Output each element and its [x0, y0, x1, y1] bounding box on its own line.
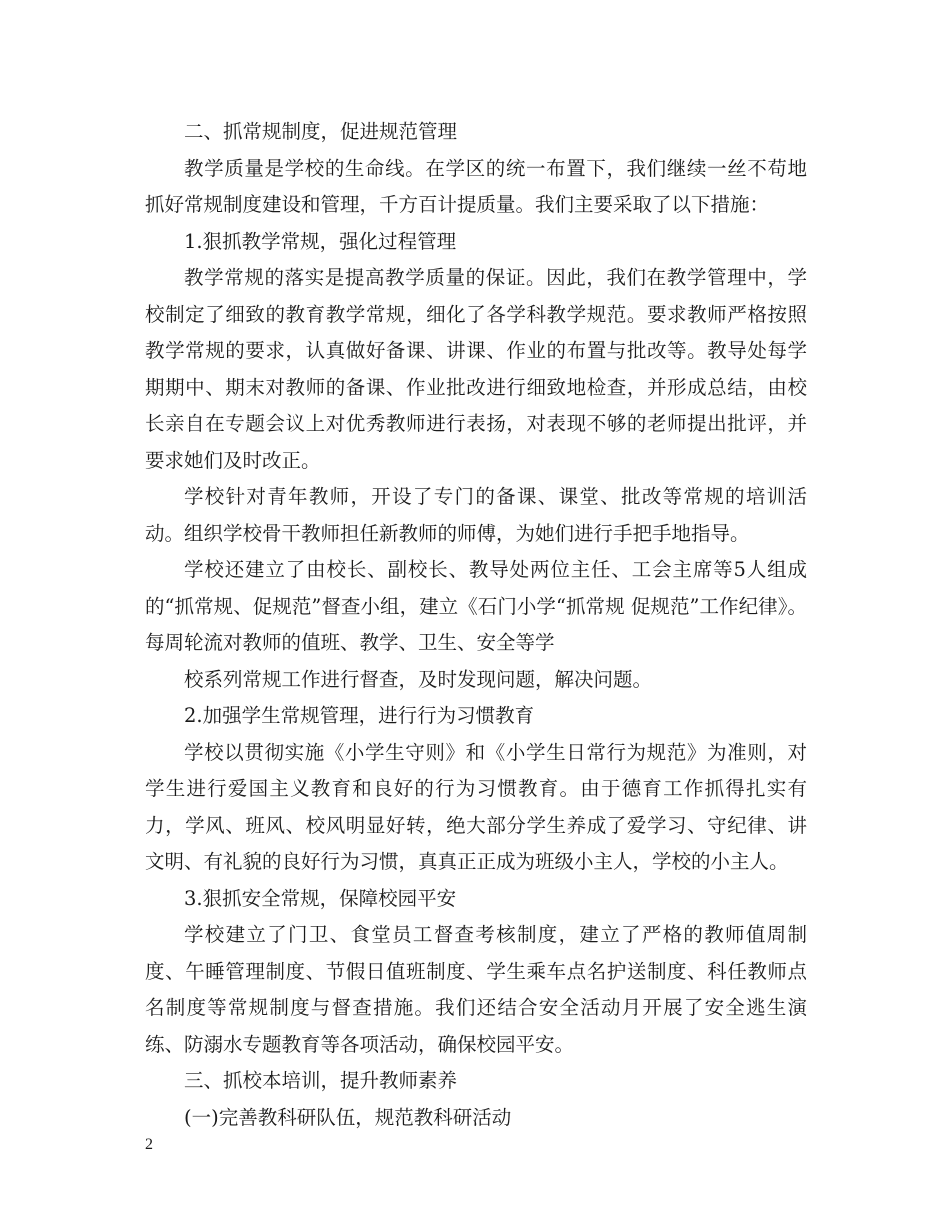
subsection-heading-3: 3.狠抓安全常规，保障校园平安	[184, 886, 457, 910]
paragraph: 学校建立了门卫、食堂员工督查考核制度，建立了严格的教师值周制度、午睡管理制度、节假日值班制度、学生乘车点名护送制度、科任教师点名制度等常规制度与督查措施。我们还结合安全活动月开展了安全逃生演练、防溺水专题教育等各项活动，确保校园平安。	[145, 923, 807, 1056]
page-number: 2	[145, 1136, 153, 1153]
paragraph: 教学常规的落实是提高教学质量的保证。因此，我们在教学管理中，学校制定了细致的教育教学常规，细化了各学科教学规范。要求教师严格按照教学常规的要求，认真做好备课、讲课、作业的布置与批改等。教导处每学期期中、期末对教师的备课、作业批改进行细致地检查，并形成总结，由校长亲自在专题会议上对优秀教师进行表扬，对表现不够的老师提出批评，并要求她们及时改正。	[145, 266, 807, 472]
paragraph: 学校以贯彻实施《小学生守则》和《小学生日常行为规范》为准则，对学生进行爱国主义教育和良好的行为习惯教育。由于德育工作抓得扎实有力，学风、班风、校风明显好转，绝大部分学生养成了爱学习、守纪律、讲文明、有礼貌的良好行为习惯，真真正正成为班级小主人，学校的小主人。	[145, 740, 807, 873]
subsection-heading-1: 1.狠抓教学常规，强化过程管理	[184, 229, 457, 253]
subsection-heading-3-1: (一)完善教科研队伍，规范教科研活动	[184, 1105, 512, 1129]
paragraph: 学校还建立了由校长、副校长、教导处两位主任、工会主席等5人组成的“抓常规、促规范”督查小组，建立《石门小学“抓常规 促规范”工作纪律》。每周轮流对教师的值班、教学、卫生、安全等学	[145, 558, 807, 654]
document-body	[145, 114, 807, 1136]
paragraph: 学校针对青年教师，开设了专门的备课、课堂、批改等常规的培训活动。组织学校骨干教师担任新教师的师傅，为她们进行手把手地指导。	[145, 485, 807, 545]
section-heading-3: 三、抓校本培训，提升教师素养	[184, 1069, 458, 1092]
subsection-heading-2: 2.加强学生常规管理，进行行为习惯教育	[184, 704, 535, 727]
section-heading-2: 二、抓常规制度，促进规范管理	[184, 120, 458, 143]
paragraph: 校系列常规工作进行督查，及时发现问题，解决问题。	[184, 667, 653, 691]
paragraph: 教学质量是学校的生命线。在学区的统一布置下，我们继续一丝不苟地抓好常规制度建设和管理，千方百计提质量。我们主要采取了以下措施：	[145, 156, 807, 216]
